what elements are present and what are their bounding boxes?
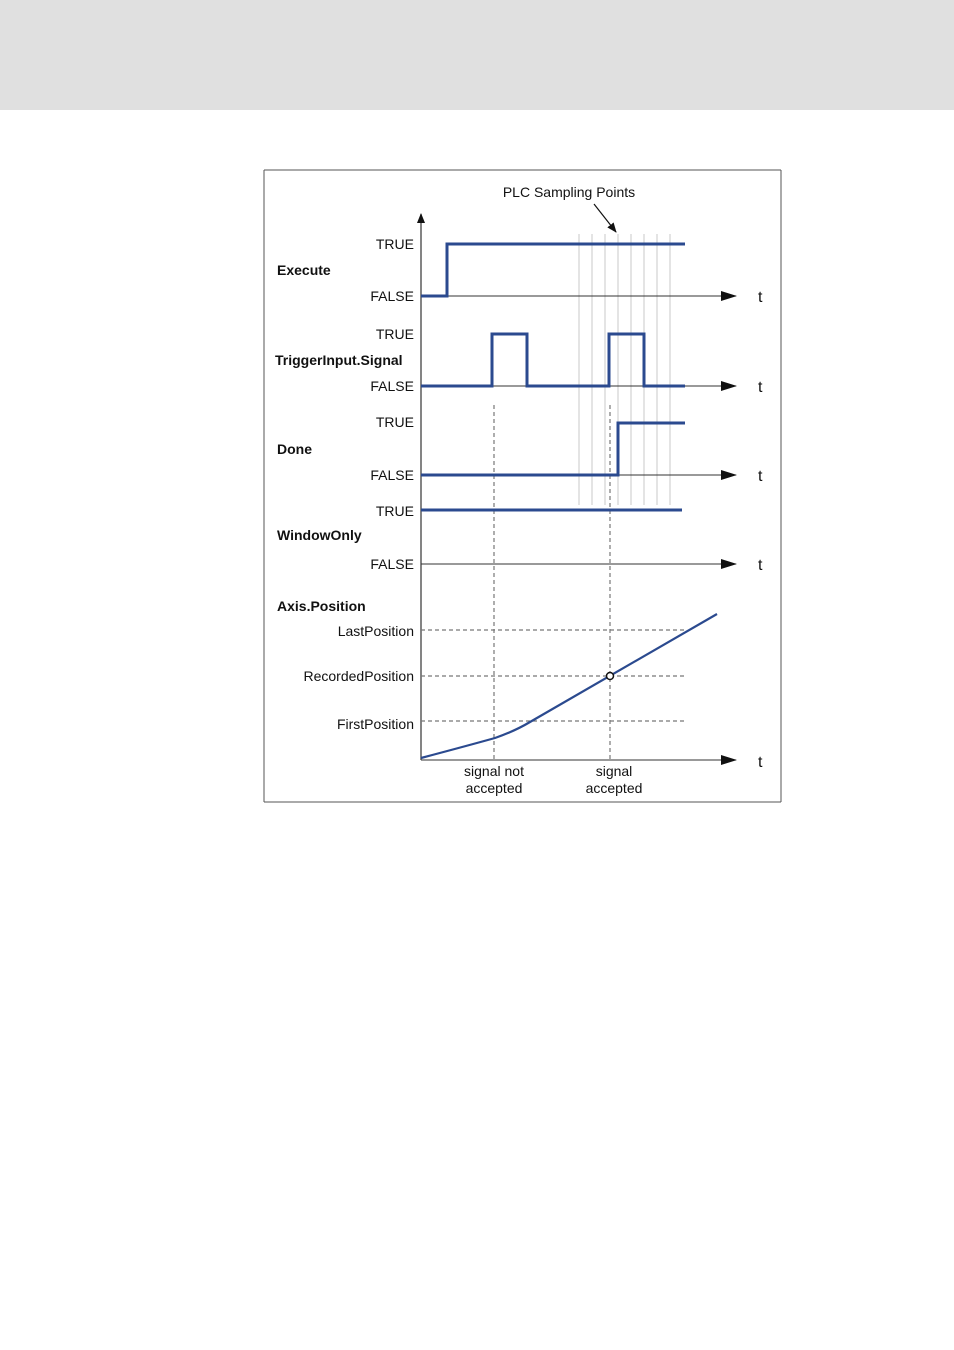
trigger-t-label: t bbox=[758, 379, 763, 396]
execute-t-label: t bbox=[758, 289, 763, 306]
done-label: Done bbox=[277, 441, 312, 457]
trigger-signal-group bbox=[275, 326, 763, 396]
first-position-label: FirstPosition bbox=[336, 716, 414, 732]
trigger-true-label: TRUE bbox=[375, 326, 414, 342]
windowonly-true-label: TRUE bbox=[375, 503, 414, 519]
diagram-frame bbox=[264, 170, 781, 802]
sampling-points-label: PLC Sampling Points bbox=[502, 184, 636, 200]
not-accepted-text-1: signal not bbox=[464, 763, 524, 779]
not-accepted-text-2: accepted bbox=[465, 780, 523, 796]
done-true-label: TRUE bbox=[375, 414, 414, 430]
execute-label: Execute bbox=[277, 262, 331, 278]
recorded-position-label: RecordedPosition bbox=[303, 668, 414, 684]
windowonly-label: WindowOnly bbox=[277, 527, 362, 543]
execute-signal-group bbox=[277, 236, 763, 306]
windowonly-false-label: FALSE bbox=[370, 556, 414, 572]
execute-waveform bbox=[421, 244, 685, 296]
axis-position-label: Axis.Position bbox=[277, 598, 366, 614]
position-t-label: t bbox=[758, 754, 763, 771]
done-signal-group bbox=[277, 414, 763, 485]
annotations bbox=[464, 763, 642, 796]
trigger-label: TriggerInput.Signal bbox=[275, 352, 403, 368]
sampling-points-pointer bbox=[594, 204, 616, 232]
done-t-label: t bbox=[758, 468, 763, 485]
windowonly-t-label: t bbox=[758, 557, 763, 574]
trigger-false-label: FALSE bbox=[370, 378, 414, 394]
execute-true-label: TRUE bbox=[375, 236, 414, 252]
trigger-waveform bbox=[421, 334, 685, 386]
accepted-text-1: signal bbox=[595, 763, 633, 779]
recorded-position-point bbox=[607, 673, 614, 680]
position-curve bbox=[421, 614, 717, 758]
done-false-label: FALSE bbox=[370, 467, 414, 483]
windowonly-signal-group bbox=[277, 503, 763, 574]
last-position-label: LastPosition bbox=[337, 623, 414, 639]
done-waveform bbox=[421, 423, 685, 475]
plc-sampling-lines bbox=[579, 234, 670, 505]
execute-false-label: FALSE bbox=[370, 288, 414, 304]
axis-position-group bbox=[277, 598, 763, 771]
accepted-text-2: accepted bbox=[585, 780, 643, 796]
